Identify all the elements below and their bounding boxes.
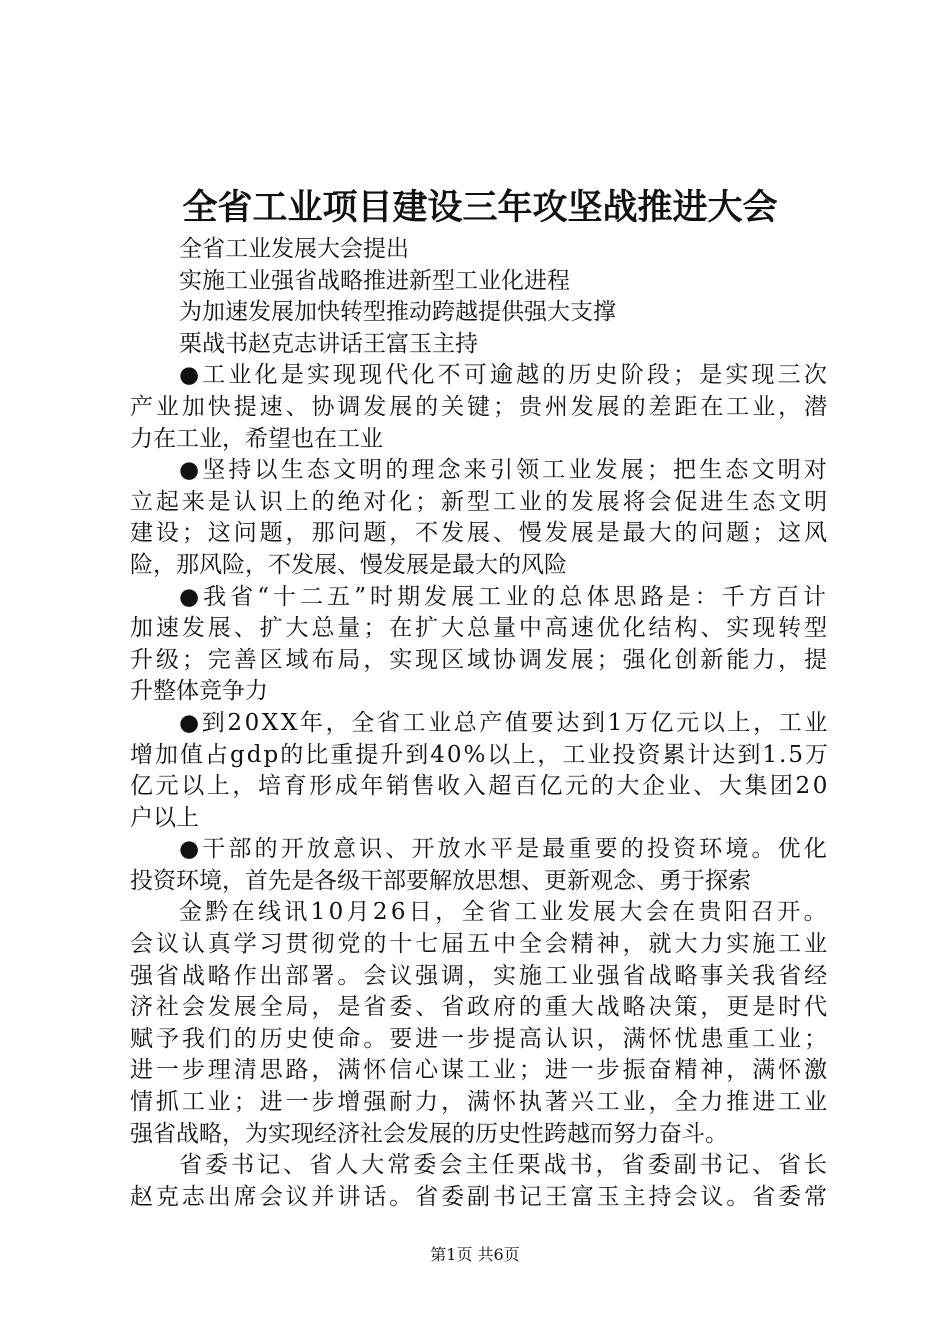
- text-line: 产业加快提速、协调发展的关键；贵州发展的差距在工业，潜: [130, 393, 830, 420]
- text-line: 升级；完善区域布局，实现区域协调发展；强化创新能力，提: [130, 646, 830, 673]
- page-footer: 第1页 共6页: [430, 1245, 520, 1264]
- text-line: 增加值占gdp的比重提升到40%以上，工业投资累计达到1.5万: [130, 741, 830, 768]
- text-line: ●坚持以生态文明的理念来引领工业发展；把生态文明对: [179, 457, 830, 484]
- text-line: 情抓工业；进一步增强耐力，满怀执著兴工业，全力推进工业: [130, 1089, 830, 1116]
- text-line: 会议认真学习贯彻党的十七届五中全会精神，就大力实施工业: [130, 931, 830, 958]
- text-line: 升整体竞争力: [130, 678, 268, 705]
- text-line: 济社会发展全局，是省委、省政府的重大战略决策，更是时代: [130, 994, 830, 1021]
- text-line: 省委书记、省人大常委会主任栗战书，省委副书记、省长: [179, 1152, 830, 1179]
- text-line: 实施工业强省战略推进新型工业化进程: [179, 267, 570, 294]
- text-line: 亿元以上，培育形成年销售收入超百亿元的大企业、大集团20: [130, 773, 830, 800]
- text-line: ●干部的开放意识、开放水平是最重要的投资环境。优化: [179, 836, 830, 863]
- text-line: 加速发展、扩大总量；在扩大总量中高速优化结构、实现转型: [130, 615, 830, 642]
- text-line: 险，那风险，不发展、慢发展是最大的风险: [130, 551, 567, 578]
- document-body: [130, 234, 830, 1213]
- text-line: 力在工业，希望也在工业: [130, 425, 383, 452]
- text-line: 赵克志出席会议并讲话。省委副书记王富玉主持会议。省委常: [130, 1183, 830, 1210]
- text-line: 栗战书赵克志讲话王富玉主持: [179, 330, 478, 357]
- text-line: 金黔在线讯10月26日，全省工业发展大会在贵阳召开。: [179, 899, 830, 926]
- document-title: 全省工业项目建设三年攻坚战推进大会: [182, 187, 778, 228]
- text-line: ●到20XX年，全省工业总产值要达到1万亿元以上，工业: [179, 709, 830, 736]
- text-line: ●工业化是实现现代化不可逾越的历史阶段；是实现三次: [179, 362, 830, 389]
- text-line: 建设；这问题，那问题，不发展、慢发展是最大的问题；这风: [130, 520, 830, 547]
- text-line: 进一步理清思路，满怀信心谋工业；进一步振奋精神，满怀激: [130, 1057, 830, 1084]
- text-line: 为加速发展加快转型推动跨越提供强大支撑: [179, 299, 616, 326]
- text-line: 赋予我们的历史使命。要进一步提高认识，满怀忧患重工业；: [130, 1025, 830, 1052]
- text-line: 户以上: [130, 804, 199, 831]
- text-line: 投资环境，首先是各级干部要解放思想、更新观念、勇于探索: [130, 867, 751, 894]
- text-line: 强省战略，为实现经济社会发展的历史性跨越而努力奋斗。: [130, 1120, 728, 1147]
- text-line: 强省战略作出部署。会议强调，实施工业强省战略事关我省经: [130, 962, 830, 989]
- text-line: 全省工业发展大会提出: [179, 236, 409, 262]
- text-line: ●我省“十二五”时期发展工业的总体思路是：千方百计: [179, 583, 830, 610]
- text-line: 立起来是认识上的绝对化；新型工业的发展将会促进生态文明: [130, 488, 830, 515]
